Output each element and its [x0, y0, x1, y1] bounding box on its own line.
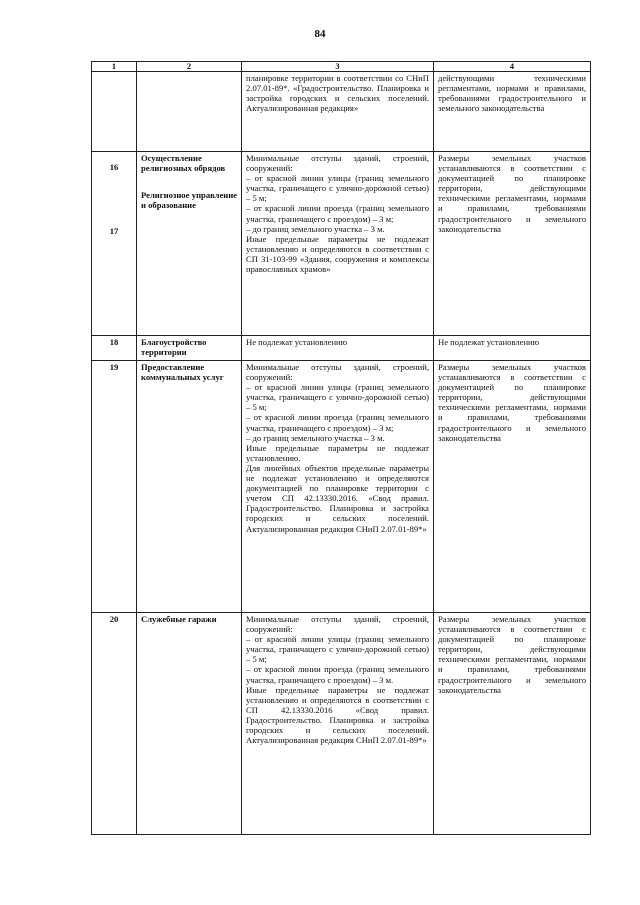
table-row-continuation [92, 72, 591, 152]
row-name-16: Осуществление религиозных обрядов [141, 153, 226, 174]
cell-name: Служебные гаражи [137, 613, 242, 835]
table-row-16-17 [92, 152, 591, 336]
regulations-table [91, 61, 591, 835]
table-header-row [92, 62, 591, 72]
cell-name: Предоставление коммунальных услуг [137, 361, 242, 613]
cell-parameters: Минимальные отступы зданий, строений, сооружений: – от красной линии улицы (границ земельного участка, граничащего с улично-дорожной сетью) – 5 м; – от красной линии проезда (границ земельного участка, граничащего с проездом) – 3 м; – до границ земельного участка – 3 м. Иные предельные параметры не подлежат установлению. Для линейных объектов предельные параметры не подлежат установлению и определяются документацией по планировке территории с учетом СП 42.13330.2016. «Свод правил. Градостроительство. Планировка и застройка городских и сельских поселений. Актуализированная редакция СНиП 2.07.01-89*» [242, 361, 434, 613]
cell-parameters: планировке территории в соответствии со СНиП 2.07.01-89*. «Градостроительство. Планировка и застройка городских и сельских поселений. Актуализированная редакция» [242, 72, 434, 152]
table-row-20 [92, 613, 591, 835]
header-col-2: 2 [137, 62, 242, 72]
cell-num: 20 [92, 613, 137, 835]
cell-parameters: Минимальные отступы зданий, строений, сооружений: – от красной линии улицы (границ земельного участка, граничащего с улично-дорожной сетью) – 5 м; – от красной линии проезда (границ земельного участка, граничащего с проездом) – 3 м; – до границ земельного участка – 3 м. Иные предельные параметры не подлежат установлению и определяются в соответствии с СП 31-103-99 «Здания, сооружения и комплексы православных храмов» [242, 152, 434, 336]
cell-parameters: Минимальные отступы зданий, строений, сооружений: – от красной линии улицы (границ земельного участка, граничащего с улично-дорожной сетью) – 5 м; – от красной линии проезда (границ земельного участка, граничащего с проездом) – 3 м. Иные предельные параметры не подлежат установлению и определяются в соответствии с СП 42.13330.2016 «Свод правил. Градостроительство. Планировка и застройка городских и сельских поселений. Актуализированная редакция СНиП 2.07.01-89*» [242, 613, 434, 835]
row-number-17: 17 [109, 225, 119, 236]
cell-name: Благоустройство территории [137, 336, 242, 361]
cell-land-size: Размеры земельных участков устанавливаются в соответствии с документацией по планировке территории, действующими техническими регламентами, нормами и правилами, требованиями градостроительного и земельного законодательства [434, 152, 591, 336]
cell-num: 19 [92, 361, 137, 613]
cell-parameters: Не подлежат установлению [242, 336, 434, 361]
cell-name [137, 72, 242, 152]
cell-land-size: действующими техническими регламентами, нормами и правилами, требованиями градостроительного и земельного законодательства [434, 72, 591, 152]
row-name-17: Религиозное управление и образование [141, 190, 237, 211]
table-row-18 [92, 336, 591, 361]
cell-num [92, 72, 137, 152]
row-number-16: 16 [109, 161, 119, 172]
cell-land-size: Не подлежат установлению [434, 336, 591, 361]
header-col-1: 1 [92, 62, 137, 72]
cell-num [92, 152, 137, 336]
table-row-19 [92, 361, 591, 613]
cell-num: 18 [92, 336, 137, 361]
header-col-4: 4 [434, 62, 591, 72]
cell-land-size: Размеры земельных участков устанавливаются в соответствии с документацией по планировке территории, действующими техническими регламентами, нормами и правилами, требованиями градостроительного и земельного законодательства [434, 613, 591, 835]
page-number: 84 [314, 28, 326, 40]
cell-land-size: Размеры земельных участков устанавливаются в соответствии с документацией по планировке территории, действующими техническими регламентами, нормами и правилами, требованиями градостроительного и земельного законодательства [434, 361, 591, 613]
cell-name [137, 152, 242, 336]
header-col-3: 3 [242, 62, 434, 72]
